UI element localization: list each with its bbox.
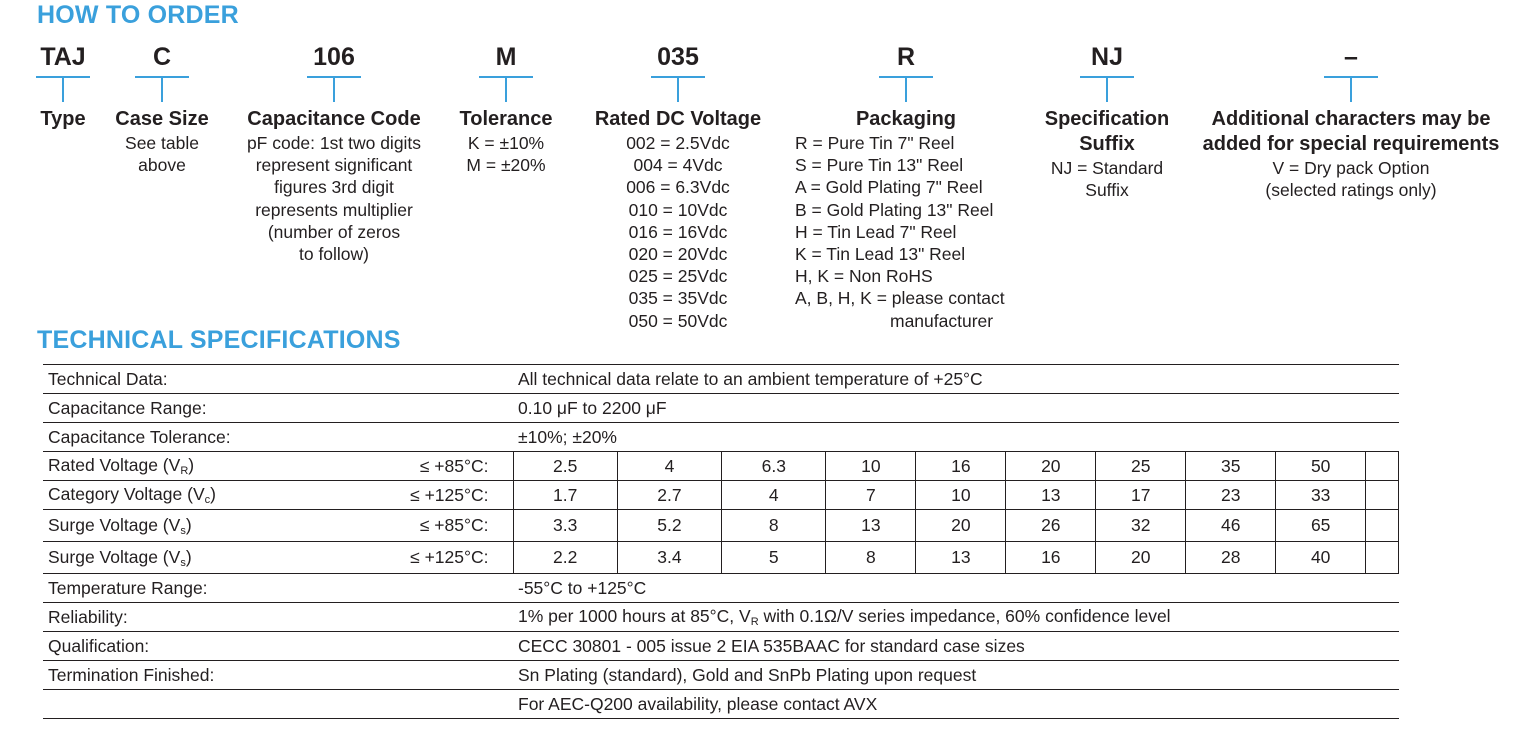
order-column-rated-dc-voltage — [586, 42, 770, 332]
table-row: Temperature Range: -55°C to +125°C — [43, 574, 1399, 603]
voltage-options: 002 = 2.5Vdc 004 = 4Vdc 006 = 6.3Vdc 010 = 10Vdc 016 = 16Vdc 020 = 20Vdc 025 = 25Vdc 035 = 35Vdc 050 = 50Vdc — [626, 133, 730, 331]
code-type: TAJ — [40, 43, 86, 71]
voltage-cell: 13 — [826, 510, 916, 542]
code-tolerance: M — [495, 43, 517, 71]
voltage-cell: 20 — [916, 510, 1006, 542]
table-row: Qualification: CECC 30801 - 005 issue 2 EIA 535BAAC for standard case sizes — [43, 632, 1399, 661]
title-case-size: Case Size — [115, 108, 209, 130]
code-capacitance: 106 — [313, 43, 355, 71]
voltage-cell: 28 — [1186, 542, 1276, 574]
technical-specifications-table — [43, 364, 1399, 719]
table-row: Termination Finished: Sn Plating (standard), Gold and SnPb Plating upon request — [43, 661, 1399, 690]
voltage-cell: 40 — [1276, 542, 1366, 574]
title-specification-suffix: Specification Suffix — [1044, 108, 1170, 155]
voltage-cell: 7 — [826, 481, 916, 510]
voltage-row-rated: Rated Voltage $(V_R)$ ≤ +85°C: 2.5 4 6.3 10 16 20 25 35 50 — [43, 452, 1399, 481]
voltage-cell: 33 — [1276, 481, 1366, 510]
tolerance-options: K = ±10% M = ±20% — [466, 133, 546, 176]
voltage-row-surge-85: Surge Voltage $(V_s)$ ≤ +85°C: 3.3 5.2 8 13 20 26 32 46 65 — [43, 510, 1399, 542]
voltage-cell: 16 — [916, 452, 1006, 481]
packaging-options: R = Pure Tin 7" Reel S = Pure Tin 13" Reel A = Gold Plating 7" Reel B = Gold Plating 13" Reel H = Tin Lead 7" Reel K = Tin Lead 13" Reel H, K = Non RoHS A, B, H, K = please contact manufacturer — [795, 133, 1005, 331]
voltage-cell: 4 — [722, 481, 826, 510]
title-rated-dc-voltage: Rated DC Voltage — [594, 108, 762, 130]
order-column-specification-suffix — [1037, 42, 1177, 201]
voltage-cell — [1366, 542, 1399, 574]
title-additional-characters: Additional characters may be added for special requirements — [1202, 108, 1500, 155]
technical-specifications-title: TECHNICAL SPECIFICATIONS — [37, 326, 401, 354]
voltage-row-category: Category Voltage $(V_c)$ ≤ +125°C: 1.7 2.7 4 7 10 13 17 23 33 — [43, 481, 1399, 510]
voltage-cell: 3.3 — [513, 510, 617, 542]
voltage-cell: 8 — [826, 542, 916, 574]
title-packaging: Packaging — [855, 108, 957, 130]
voltage-cell: 4 — [617, 452, 721, 481]
voltage-cell: 13 — [1006, 481, 1096, 510]
voltage-cell: 1.7 — [513, 481, 617, 510]
voltage-cell: 23 — [1186, 481, 1276, 510]
table-row: Technical Data: All technical data relate to an ambient temperature of +25°C — [43, 365, 1399, 394]
table-row: Capacitance Tolerance: ±10%; ±20% — [43, 423, 1399, 452]
order-column-type — [35, 42, 91, 132]
table-row: Reliability: 1% per 1000 hours at 85°C, $V_R$ with 0.1Ω/V series impedance, 60% confidence level — [43, 603, 1399, 632]
voltage-cell: 2.5 — [513, 452, 617, 481]
voltage-cell: 3.4 — [617, 542, 721, 574]
voltage-cell: 10 — [916, 481, 1006, 510]
order-column-tolerance — [452, 42, 560, 176]
bracket-stem — [1350, 78, 1352, 102]
voltage-cell: 2.7 — [617, 481, 721, 510]
bracket-stem — [161, 78, 163, 102]
code-suffix: NJ — [1091, 43, 1123, 71]
case-size-description: See table above — [125, 133, 199, 176]
voltage-cell — [1366, 481, 1399, 510]
bracket-stem — [505, 78, 507, 102]
voltage-cell: 65 — [1276, 510, 1366, 542]
title-capacitance-code: Capacitance Code — [247, 108, 421, 130]
voltage-cell: 20 — [1006, 452, 1096, 481]
code-additional: – — [1344, 43, 1358, 71]
bracket-stem — [62, 78, 64, 102]
title-type: Type — [40, 108, 86, 130]
voltage-cell: 13 — [916, 542, 1006, 574]
order-column-additional-characters — [1190, 42, 1512, 201]
voltage-cell: 5 — [722, 542, 826, 574]
voltage-cell: 20 — [1096, 542, 1186, 574]
how-to-order-title: HOW TO ORDER — [37, 1, 239, 29]
suffix-options: NJ = Standard Suffix — [1050, 158, 1164, 201]
order-column-packaging — [795, 42, 1017, 332]
voltage-cell: 26 — [1006, 510, 1096, 542]
voltage-cell — [1366, 452, 1399, 481]
order-column-capacitance-code — [234, 42, 434, 265]
bracket-stem — [677, 78, 679, 102]
voltage-cell: 5.2 — [617, 510, 721, 542]
code-voltage: 035 — [657, 43, 699, 71]
voltage-cell: 46 — [1186, 510, 1276, 542]
voltage-row-surge-125: Surge Voltage $(V_s)$ ≤ +125°C: 2.2 3.4 5 8 13 16 20 28 40 — [43, 542, 1399, 574]
voltage-cell: 32 — [1096, 510, 1186, 542]
voltage-cell: 17 — [1096, 481, 1186, 510]
voltage-cell: 16 — [1006, 542, 1096, 574]
table-row: For AEC-Q200 availability, please contact AVX — [43, 690, 1399, 719]
voltage-cell: 2.2 — [513, 542, 617, 574]
bracket-stem — [1106, 78, 1108, 102]
voltage-cell: 35 — [1186, 452, 1276, 481]
voltage-cell: 25 — [1096, 452, 1186, 481]
voltage-cell: 50 — [1276, 452, 1366, 481]
title-tolerance: Tolerance — [459, 108, 553, 130]
voltage-cell: 10 — [826, 452, 916, 481]
bracket-stem — [905, 78, 907, 102]
additional-options: V = Dry pack Option (selected ratings only) — [1265, 158, 1437, 201]
table-row: Capacitance Range: 0.10 μF to 2200 μF — [43, 394, 1399, 423]
voltage-cell: 6.3 — [722, 452, 826, 481]
code-packaging: R — [896, 43, 916, 71]
capacitance-code-description: pF code: 1st two digits represent significant figures 3rd digit represents multiplier (number of zeros to follow) — [246, 133, 422, 265]
voltage-cell: 8 — [722, 510, 826, 542]
order-column-case-size — [106, 42, 218, 176]
bracket-stem — [333, 78, 335, 102]
code-case-size: C — [152, 43, 172, 71]
voltage-cell — [1366, 510, 1399, 542]
